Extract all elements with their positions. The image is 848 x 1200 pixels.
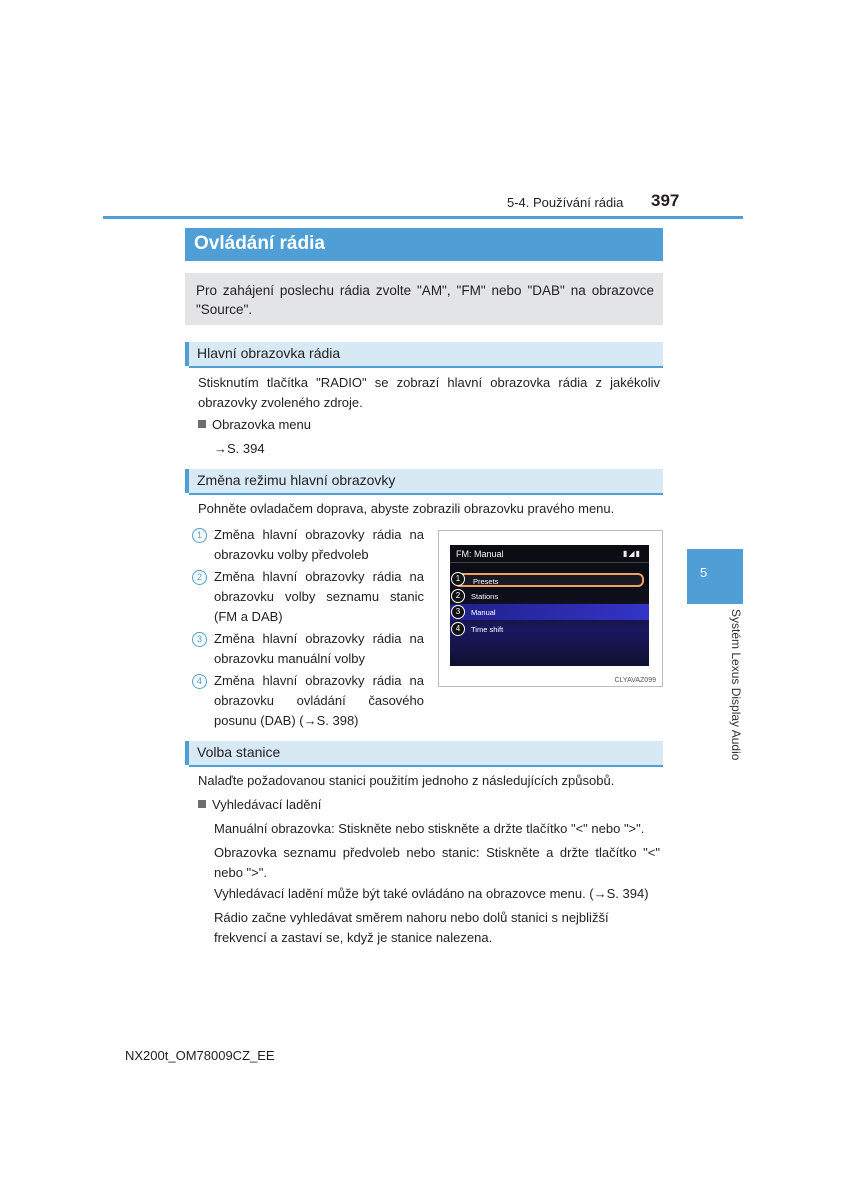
- number-1-icon: 1: [451, 572, 465, 586]
- bullet-menu-label: Obrazovka menu: [212, 417, 311, 432]
- mode-text: Pohněte ovladačem doprava, abyste zobrazili obrazovku pravého menu.: [198, 501, 615, 516]
- divider: [189, 366, 663, 368]
- intro-box: [185, 273, 663, 325]
- figure-code: CLYAVAZ099: [614, 677, 656, 684]
- menu-item-presets[interactable]: [454, 573, 644, 587]
- ref-link-394[interactable]: →S. 394: [214, 441, 265, 456]
- divider: [450, 562, 649, 563]
- station-text: Nalaďte požadovanou stanici použitím jednoho z následujících způsobů.: [198, 773, 615, 788]
- menu-item-label: Time shift: [471, 625, 504, 634]
- number-4-icon: 4: [192, 674, 207, 689]
- bullet-seek: [198, 795, 321, 815]
- page-title: Ovládání rádia: [194, 233, 325, 254]
- station-para: Rádio začne vyhledávat směrem nahoru nebo dolů stanici s nejbližší frekvencí a zastaví se, když je stanice nalezena.: [214, 910, 609, 945]
- bullet-seek-label: Vyhledávací ladění: [212, 797, 322, 812]
- subheading-main-label: Hlavní obrazovka rádia: [197, 345, 341, 361]
- bullet-menu: [198, 415, 311, 435]
- signal-status-icon: ▮◢▮: [623, 549, 641, 558]
- subheading-station-label: Volba stanice: [197, 744, 281, 760]
- number-2-icon: 2: [451, 589, 465, 603]
- title-bar: [185, 228, 663, 261]
- number-2-icon: 2: [192, 570, 207, 585]
- menu-item-label: Presets: [473, 577, 499, 586]
- screen-title: FM: Manual: [456, 549, 504, 559]
- section-header: 5-4. Používání rádia: [507, 195, 624, 210]
- chapter-tab[interactable]: [687, 549, 743, 604]
- station-para: Obrazovka seznamu předvoleb nebo stanic: Stiskněte a držte tlačítko "<" nebo ">".: [214, 845, 660, 880]
- chapter-label: Systém Lexus Display Audio: [729, 609, 743, 761]
- subheading-mode: [185, 469, 663, 493]
- number-4-icon: 4: [451, 622, 465, 636]
- station-para: Vyhledávací ladění může být také ovládáno na obrazovce menu. (→S. 394): [214, 886, 649, 901]
- list-item: Změna hlavní obrazovky rádia na obrazovku volby předvoleb: [214, 527, 424, 562]
- divider: [189, 765, 663, 767]
- screen-figure: [438, 530, 663, 687]
- station-para: Manuální obrazovka: Stiskněte nebo stiskněte a držte tlačítko "<" nebo ">".: [214, 821, 645, 836]
- subheading-main: [185, 342, 663, 366]
- number-3-icon: 3: [192, 632, 207, 647]
- list-item: Změna hlavní obrazovky rádia na obrazovku volby seznamu stanic (FM a DAB): [214, 569, 424, 624]
- subheading-mode-label: Změna režimu hlavní obrazovky: [197, 472, 396, 488]
- list-item: Změna hlavní obrazovky rádia na obrazovku manuální volby: [214, 631, 424, 666]
- bullet-square-icon: [198, 800, 206, 808]
- number-3-icon: 3: [451, 605, 465, 619]
- menu-item-time-shift[interactable]: [454, 623, 644, 637]
- radio-screen: [450, 545, 649, 666]
- list-item: Změna hlavní obrazovky rádia na obrazovku ovládání časového posunu (DAB) (→S. 398): [214, 673, 424, 728]
- footer-code: NX200t_OM78009CZ_EE: [125, 1048, 275, 1063]
- main-text: Stisknutím tlačítka "RADIO" se zobrazí hlavní obrazovka rádia z jakékoliv obrazovky zvoleného zdroje.: [198, 375, 660, 410]
- subheading-station: [185, 741, 663, 765]
- menu-item-manual[interactable]: [454, 606, 644, 620]
- bullet-square-icon: [198, 420, 206, 428]
- chapter-number: 5: [700, 565, 708, 580]
- menu-item-label: Manual: [471, 608, 496, 617]
- menu-item-stations[interactable]: [454, 590, 644, 604]
- header-rule: [103, 216, 743, 219]
- page-number: 397: [651, 191, 680, 210]
- intro-text: Pro zahájení poslechu rádia zvolte "AM", "FM" nebo "DAB" na obrazovce "Source".: [196, 283, 654, 317]
- divider: [189, 493, 663, 495]
- menu-item-label: Stations: [471, 592, 499, 601]
- number-1-icon: 1: [192, 528, 207, 543]
